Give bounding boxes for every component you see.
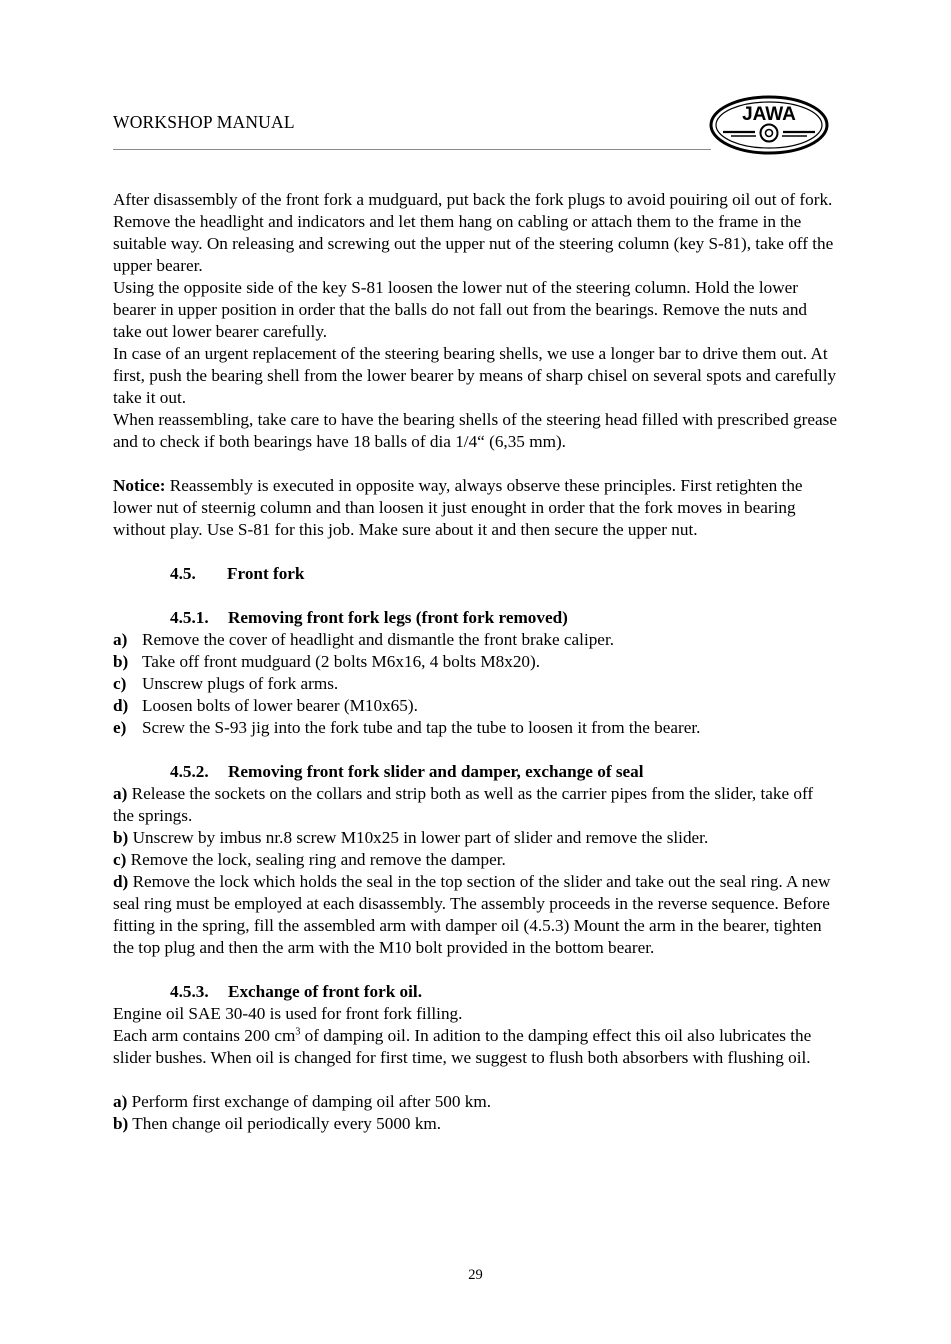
list-item: a) Release the sockets on the collars and strip both as well as the carrier pipes from the slider, take off the springs. bbox=[113, 784, 814, 825]
section-heading-4-5-1 bbox=[113, 607, 838, 629]
page-number: 29 bbox=[468, 1267, 483, 1283]
paragraph: When reassembling, take care to have the bearing shells of the steering head filled with prescribed grease and to check if both bearings have 18 balls of dia 1/4“ (6,35 mm). bbox=[113, 410, 837, 451]
list-item: c) Unscrew plugs of fork arms. bbox=[113, 674, 339, 693]
section-number: 4.5.1. bbox=[170, 608, 209, 627]
section-number: 4.5.2. bbox=[170, 762, 209, 781]
section-heading-4-5-2 bbox=[113, 761, 838, 783]
notice-text: Reassembly is executed in opposite way, always observe these principles. First retighten the lower nut of steernig column and than loosen it just enought in order that the fork moves in bearing without play. Use S-81 for this job. Make sure about it and then secure the upper nut. bbox=[113, 476, 803, 539]
paragraph: After disassembly of the front fork a mudguard, put back the fork plugs to avoid pouiring oil out of fork. Remove the headlight and indicators and let them hang on cabling or attach them to the frame in the suitable way. On releasing and screwing out the upper nut of the steering column (key S-81), take off the upper bearer. bbox=[113, 190, 834, 275]
notice-label: Notice: bbox=[113, 476, 166, 495]
section-title: Removing front fork slider and damper, exchange of seal bbox=[228, 762, 644, 781]
svg-text:JAWA: JAWA bbox=[742, 104, 796, 125]
page-content bbox=[113, 189, 838, 1135]
jawa-logo bbox=[709, 95, 829, 155]
section-title: Removing front fork legs (front fork removed) bbox=[228, 608, 568, 627]
section-heading-4-5-3 bbox=[113, 981, 838, 1003]
list-item: b) Then change oil periodically every 5000 km. bbox=[113, 1114, 442, 1133]
section-heading-4-5 bbox=[113, 563, 838, 585]
paragraph: Engine oil SAE 30-40 is used for front fork filling. bbox=[113, 1004, 463, 1023]
list-item: b) Take off front mudguard (2 bolts M6x16, 4 bolts M8x20). bbox=[113, 652, 541, 671]
list-item: c) Remove the lock, sealing ring and remove the damper. bbox=[113, 850, 506, 869]
list-item: d) Remove the lock which holds the seal in the top section of the slider and take out the seal ring. A new seal ring must be employed at each disassembly. The assembly proceeds in the reverse sequence. Before fitting in the spring, fill the assembled arm with damper oil (4.5.3) Mount the arm in the bearer, tighten the top plug and then the arm with the M10 bolt provided in the bottom bearer. bbox=[113, 872, 831, 957]
notice-paragraph bbox=[113, 475, 838, 541]
list-item: e) Screw the S-93 jig into the fork tube and tap the tube to loosen it from the bearer. bbox=[113, 718, 701, 737]
section-title: Exchange of front fork oil. bbox=[228, 982, 422, 1001]
paragraph: Using the opposite side of the key S-81 loosen the lower nut of the steering column. Hold the lower bearer in upper position in order that the balls do not fall out from the bearings. Remove the nuts and take out lower bearer carefully. bbox=[113, 278, 808, 341]
section-number: 4.5.3. bbox=[170, 982, 209, 1001]
section-title: Front fork bbox=[227, 564, 305, 583]
list-item: d) Loosen bolts of lower bearer (M10x65). bbox=[113, 696, 418, 715]
paragraph: Each arm contains 200 $cm^3$ of damping oil. In adition to the damping effect this oil also lubricates the slider bushes. When oil is changed for first time, we suggest to flush both absorbers with flushing oil. bbox=[113, 1026, 812, 1067]
list-item: a) Remove the cover of headlight and dismantle the front brake caliper. bbox=[113, 630, 615, 649]
list-item: a) Perform first exchange of damping oil after 500 km. bbox=[113, 1092, 492, 1111]
paragraph: In case of an urgent replacement of the steering bearing shells, we use a longer bar to drive them out. At first, push the bearing shell from the lower bearer by means of sharp chisel on several spots and carefully take it out. bbox=[113, 344, 837, 407]
header-title: WORKSHOP MANUAL bbox=[113, 112, 295, 132]
section-number: 4.5. bbox=[170, 564, 196, 583]
list-item: b) Unscrew by imbus nr.8 screw M10x25 in lower part of slider and remove the slider. bbox=[113, 828, 709, 847]
header-divider bbox=[113, 149, 711, 150]
